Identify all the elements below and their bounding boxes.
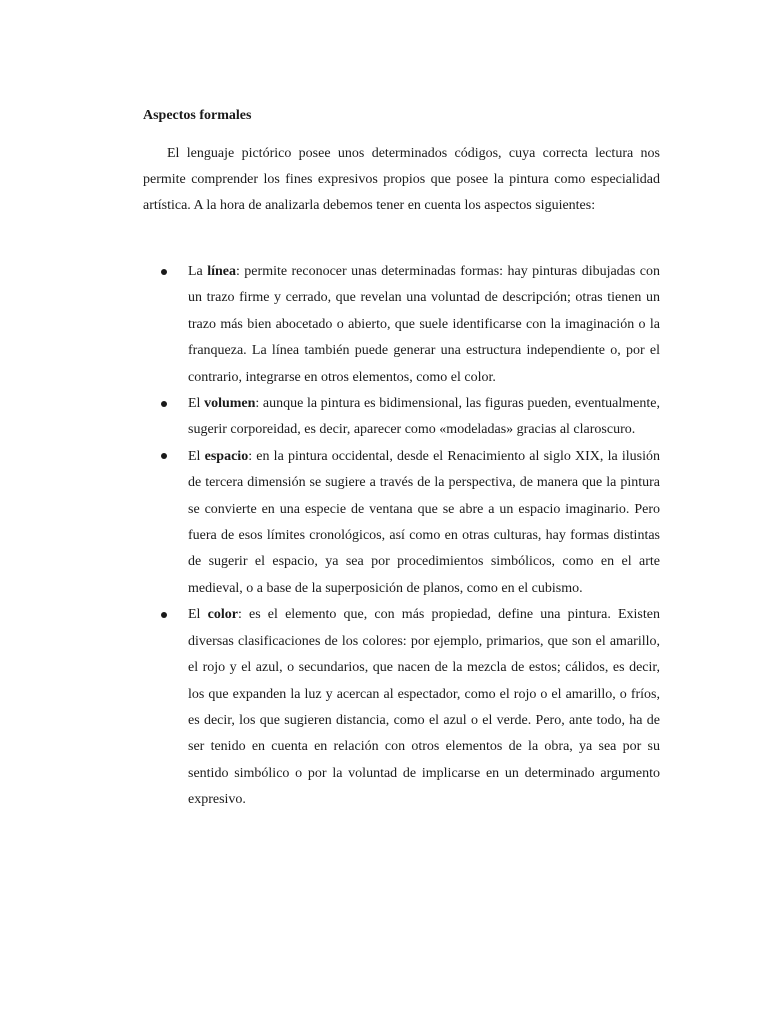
item-text: : en la pintura occidental, desde el Renacimiento al siglo XIX, la ilusión de tercera dimensión se sugiere a través de la perspectiva, de manera que la pintura se convierte en una especie de ventana que se abre a un espacio imaginario. Pero fuera de esos límites cronológicos, así como en otras culturas, hay formas distintas de sugerir el espacio, ya sea por procedimientos simbólicos, como en el arte medieval, o a base de la superposición de planos, como en el cubismo. <box>188 448 660 596</box>
item-keyword: volumen <box>204 396 256 412</box>
item-text: : es el elemento que, con más propiedad, define una pintura. Existen diversas clasificaciones de los colores: por ejemplo, primarios, que son el amarillo, el rojo y el azul, o secundarios, que nacen de la mezcla de estos; cálidos, es decir, los que expanden la luz y acercan al espectador, como el rojo o el amarillo, o fríos, es decir, los que sugieren distancia, como el azul o el verde. Pero, ante todo, ha de ser tenido en cuenta en relación con otros elementos de la obra, ya sea por su sentido simbólico o por la voluntad de implicarse en un determinado argumento expresivo. <box>188 607 660 808</box>
item-prefix: El <box>188 448 205 464</box>
item-keyword: línea <box>207 264 236 279</box>
item-text: : aunque la pintura es bidimensional, las figuras pueden, eventualmente, sugerir corporeidad, es decir, aparecer como «modeladas» gracias al claroscuro. <box>188 396 660 438</box>
bullet-icon <box>161 269 167 275</box>
bullet-icon <box>161 401 167 407</box>
bullet-icon <box>161 453 167 459</box>
bullet-icon <box>161 612 167 618</box>
list-item-espacio <box>143 444 660 602</box>
item-prefix: El <box>188 396 205 412</box>
intro-paragraph: El lenguaje pictórico posee unos determinados códigos, cuya correcta lectura nos permite comprender los fines expresivos propios que posee la pintura como especialidad artística. A la hora de analizarla debemos tener en cuenta los aspectos siguientes: <box>143 146 660 213</box>
item-prefix: El <box>188 607 208 623</box>
aspects-list <box>143 259 660 814</box>
list-item-linea <box>143 259 660 391</box>
list-item-volumen <box>143 391 660 444</box>
list-item-color <box>143 602 660 813</box>
item-prefix: La <box>188 264 208 279</box>
item-keyword: espacio <box>204 448 249 464</box>
item-text: : permite reconocer unas determinadas formas: hay pinturas dibujadas con un trazo firme y cerrado, que revelan una voluntad de descripción; otras tienen un trazo más bien abocetado o abierto, que suele identificarse con la imaginación o la franqueza. La línea también puede generar una estructura independiente o, por el contrario, integrarse en otros elementos, como el color. <box>188 264 660 385</box>
item-keyword: color <box>207 607 238 623</box>
section-title: Aspectos formales <box>143 108 252 123</box>
